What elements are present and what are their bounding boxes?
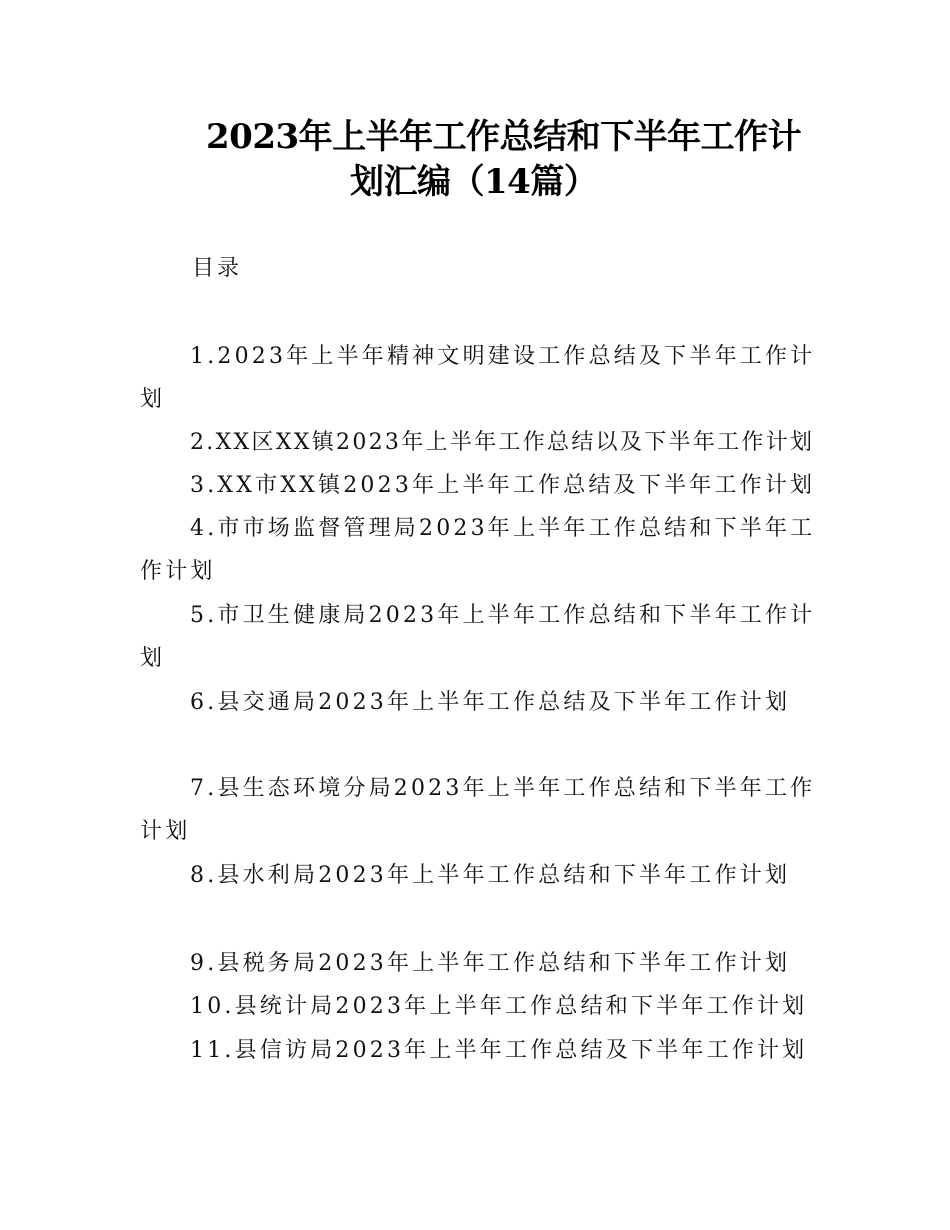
document-title-line-2: 划汇编（14篇）: [350, 162, 598, 202]
toc-item: 5.市卫生健康局2023年上半年工作总结和下半年工作计划: [140, 603, 816, 671]
toc-item: 10.县统计局2023年上半年工作总结和下半年工作计划: [190, 994, 808, 1019]
toc-item: 3.XX市XX镇2023年上半年工作总结及下半年工作计划: [190, 473, 816, 498]
toc-item: 11.县信访局2023年上半年工作总结及下半年工作计划: [190, 1038, 808, 1063]
toc-heading: 目录: [192, 256, 243, 281]
toc-item: 2.XX区XX镇2023年上半年工作总结以及下半年工作计划: [190, 430, 815, 455]
toc-item: 4.市市场监督管理局2023年上半年工作总结和下半年工作计划: [140, 516, 816, 584]
toc-item: 7.县生态环境分局2023年上半年工作总结和下半年工作计划: [140, 776, 816, 844]
document-title-line-1: 2023年上半年工作总结和下半年工作计: [206, 117, 802, 157]
toc-item: 8.县水利局2023年上半年工作总结和下半年工作计划: [190, 863, 791, 888]
toc-item: 1.2023年上半年精神文明建设工作总结及下半年工作计划: [140, 344, 816, 412]
toc-item: 9.县税务局2023年上半年工作总结和下半年工作计划: [190, 951, 791, 976]
toc-item: 6.县交通局2023年上半年工作总结及下半年工作计划: [190, 690, 791, 715]
